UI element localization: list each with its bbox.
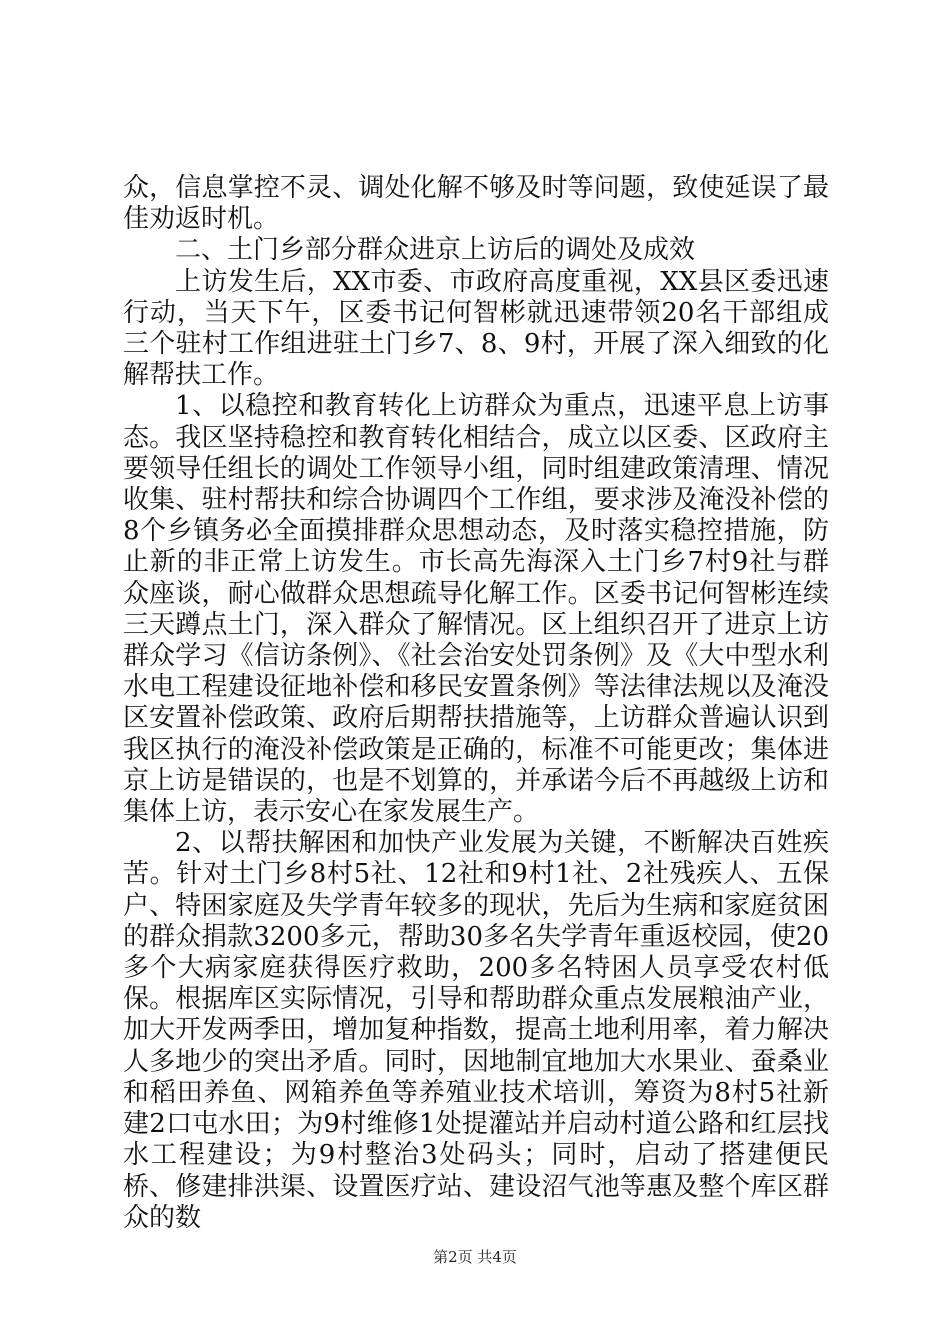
body-text [123, 173, 829, 1234]
page-number-footer: 第2页 共4页 [433, 1248, 517, 1266]
paragraph-continuation: 众，信息掌控不灵、调处化解不够及时等问题，致使延误了最佳劝返时机。 [123, 173, 829, 235]
paragraph: 2、以帮扶解困和加快产业发展为关键，不断解决百姓疾苦。针对土门乡8村5社、12社和9村1社、2社残疾人、五保户、特困家庭及失学青年较多的现状，先后为生病和家庭贫困的群众捐款3200多元，帮助30多名失学青年重返校园，使20多个大病家庭获得医疗救助，200多名特困人员享受农村低保。根据库区实际情况，引导和帮助群众重点发展粮油产业，加大开发两季田，增加复种指数，提高土地利用率，着力解决人多地少的突出矛盾。同时，因地制宜地加大水果业、蚕桑业和稻田养鱼、网箱养鱼等养殖业技术培训，筹资为8村5社新建2口屯水田；为9村维修1处提灌站并启动村道公路和红层找水工程建设；为9村整治3处码头；同时，启动了搭建便民桥、修建排洪渠、设置医疗站、建设沼气池等惠及整个库区群众的数 [123, 828, 829, 1233]
section-heading: 二、土门乡部分群众进京上访后的调处及成效 [175, 235, 696, 266]
paragraph: 1、以稳控和教育转化上访群众为重点，迅速平息上访事态。我区坚持稳控和教育转化相结合，成立以区委、区政府主要领导任组长的调处工作领导小组，同时组建政策清理、情况收集、驻村帮扶和综合协调四个工作组，要求涉及淹没补偿的8个乡镇务必全面摸排群众思想动态，及时落实稳控措施，防止新的非正常上访发生。市长高先海深入土门乡7村9社与群众座谈，耐心做群众思想疏导化解工作。区委书记何智彬连续三天蹲点土门，深入群众了解情况。区上组织召开了进京上访群众学习《信访条例》、《社会治安处罚条例》及《大中型水利水电工程建设征地补偿和移民安置条例》等法律法规以及淹没区安置补偿政策、政府后期帮扶措施等，上访群众普遍认识到我区执行的淹没补偿政策是正确的，标准不可能更改；集体进京上访是错误的，也是不划算的，并承诺今后不再越级上访和集体上访，表示安心在家发展生产。 [123, 391, 829, 828]
paragraph: 上访发生后，XX市委、市政府高度重视，XX县区委迅速行动，当天下午，区委书记何智彬就迅速带领20名干部组成三个驻村工作组进驻土门乡7、8、9村，开展了深入细致的化解帮扶工作。 [123, 266, 829, 391]
